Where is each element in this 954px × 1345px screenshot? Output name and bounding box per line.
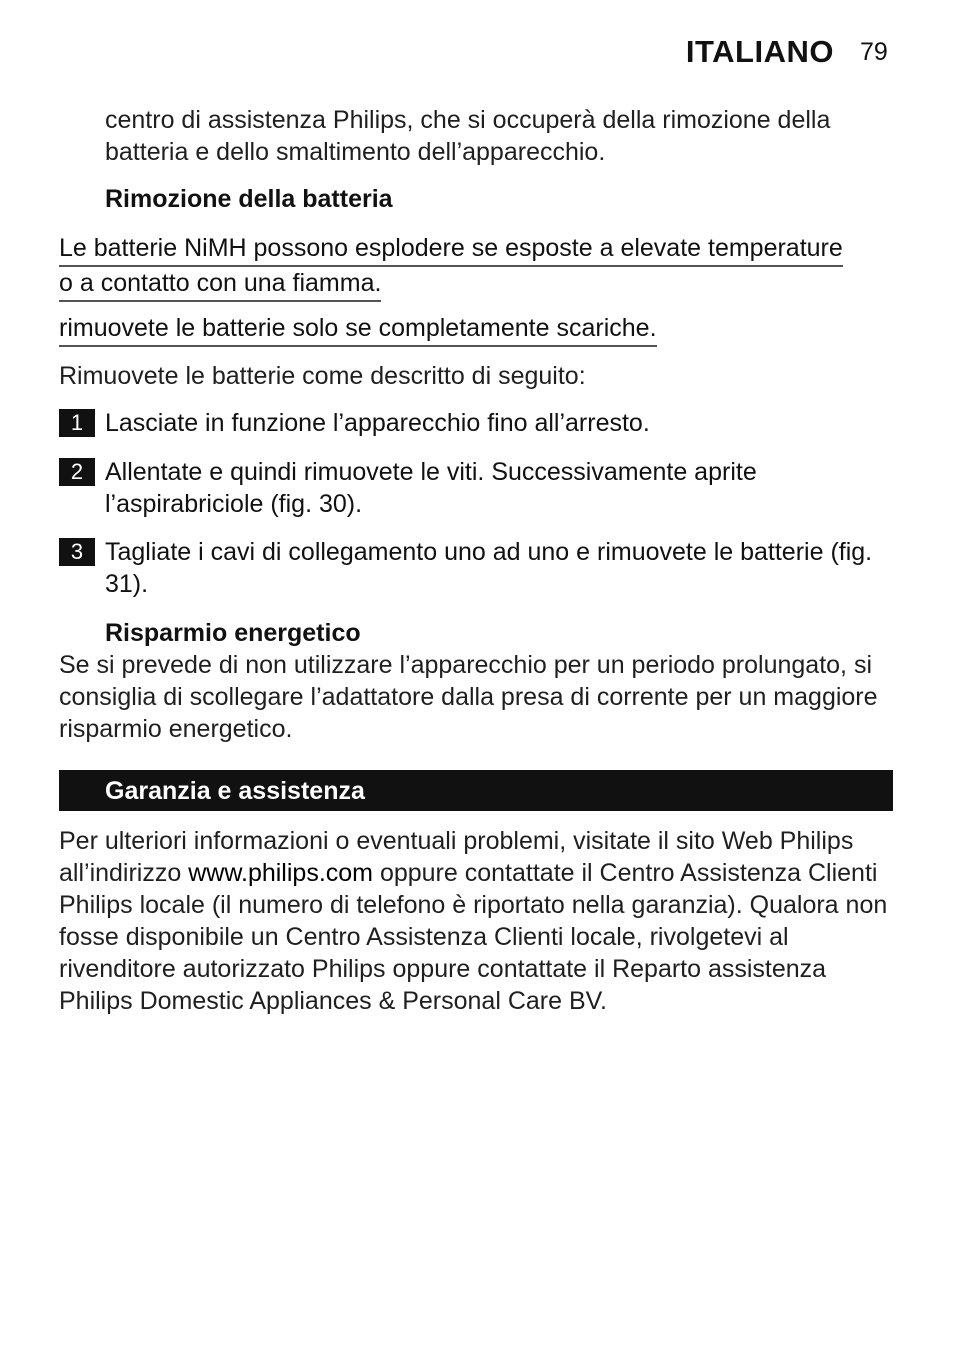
warranty-text-end: oppure contattate il Centro Assistenza Clienti Philips locale (il numero di telefono è riportato nella garanzia). Qualora non fosse disponibile un Centro Assistenza Clienti locale, rivolgetevi al rivenditore autorizzato Philips oppure contattate il Reparto assistenza Philips Domestic Appliances & Personal Care BV. [59,859,888,1015]
warranty-section-band [59,770,893,811]
philips-url-link[interactable]: www.philips.com [188,859,373,887]
battery-instruction: Rimuovete le batterie come descritto di seguito: [59,362,586,390]
warranty-heading: Garanzia e assistenza [105,777,365,805]
step-number-box: 1 [59,409,95,437]
battery-warning-note [59,312,895,347]
battery-warning-note-text: rimuovete le batterie solo se completamente scariche. [59,312,657,347]
battery-warning-line2: o a contatto con una fiamma. [59,267,381,302]
language-label: ITALIANO [685,34,834,69]
step-text: Allentate e quindi rimuovete le viti. Successivamente aprite l’aspirabriciole (fig. 30). [105,458,757,518]
warranty-text [59,825,895,1017]
battery-warning [59,232,895,302]
step-text: Tagliate i cavi di collegamento uno ad uno e rimuovete le batterie (fig. 31). [105,538,873,598]
energy-saving-heading: Risparmio energetico [105,619,361,647]
energy-saving-text: Se si prevede di non utilizzare l’apparecchio per un periodo prolungato, si consiglia di scollegare l’adattatore dalla presa di corrente per un maggiore risparmio energetico. [59,651,878,743]
step-number-box: 3 [59,538,95,566]
step-number-box: 2 [59,458,95,486]
intro-continuation: centro di assistenza Philips, che si occuperà della rimozione della batteria e dello smaltimento dell’apparecchio. [105,106,831,166]
battery-removal-heading: Rimozione della batteria [105,185,393,213]
page-number: 79 [860,38,888,66]
warranty-text-start: Per ulteriori informazioni o eventuali problemi, visitate il sito Web Philips all’indirizzo [59,827,854,887]
battery-warning-line1: Le batterie NiMH possono esplodere se esposte a elevate temperature [59,232,843,267]
step-text: Lasciate in funzione l’apparecchio fino all’arresto. [105,409,650,437]
